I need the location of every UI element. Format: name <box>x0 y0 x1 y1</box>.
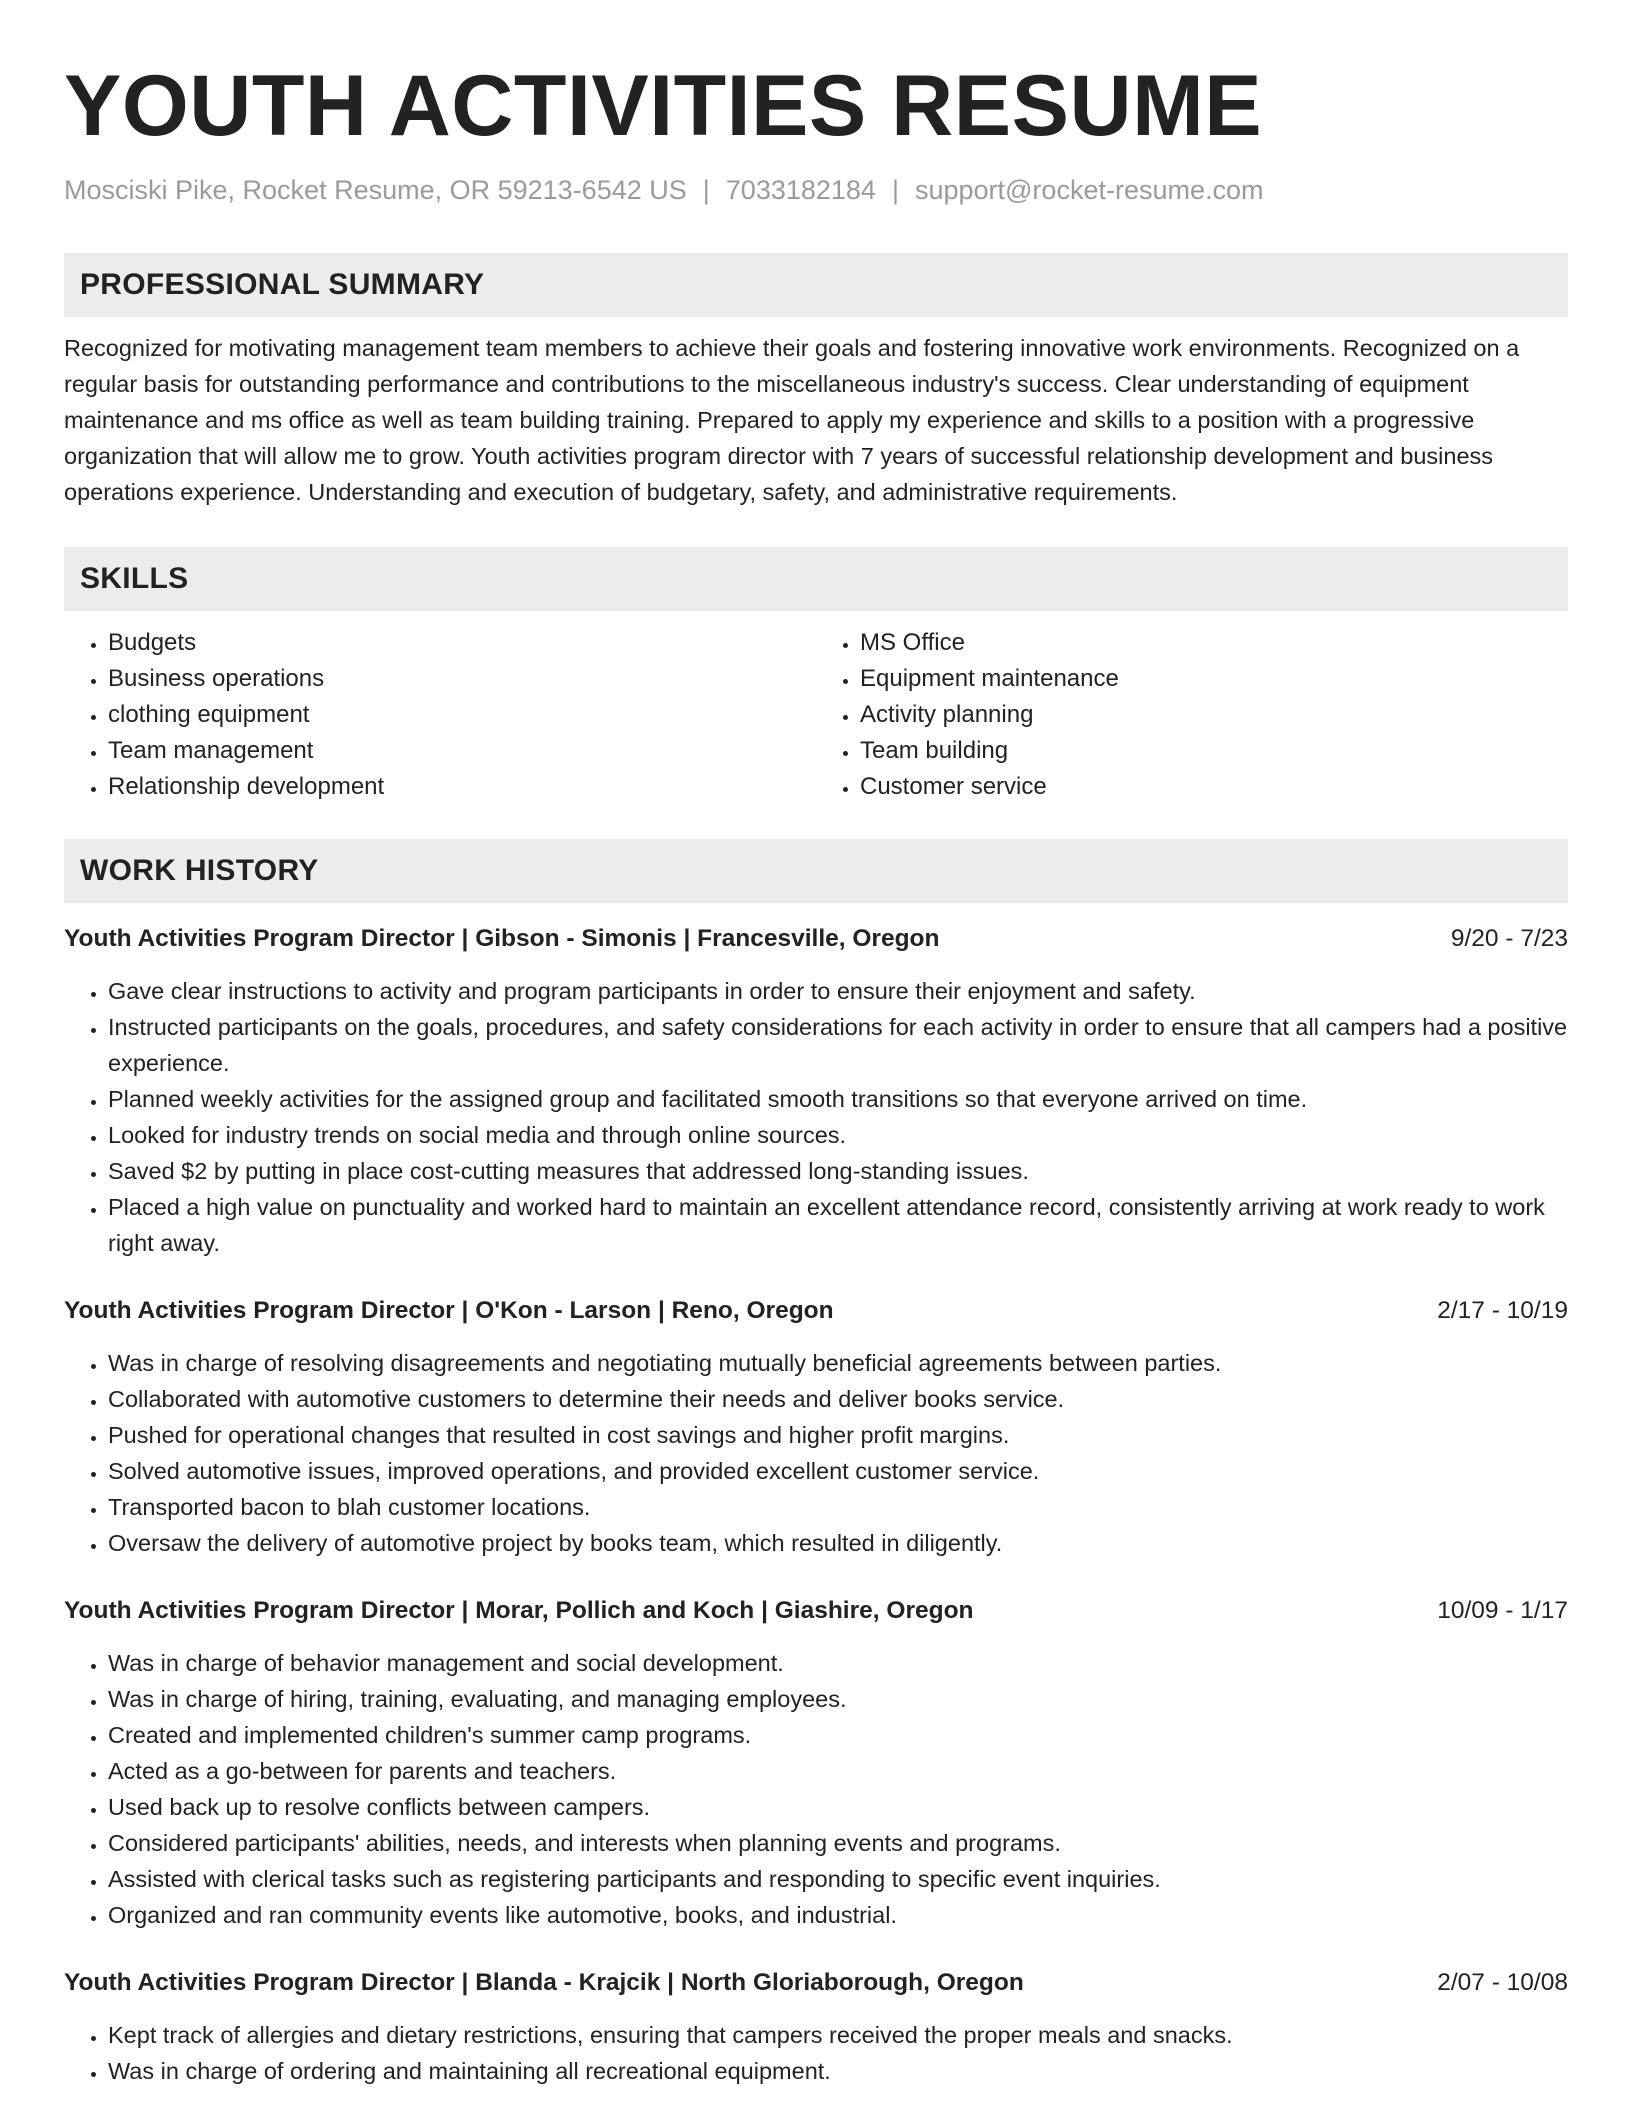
job-header <box>64 1965 1568 2001</box>
job-bullet: • Looked for industry trends on social media and through online sources. <box>108 1117 1568 1153</box>
job-title: Youth Activities Program Director | Gibson - Simonis | Francesville, Oregon <box>64 925 940 952</box>
resume-title: YOUTH ACTIVITIES RESUME <box>64 58 1263 154</box>
section-heading-work: WORK HISTORY <box>64 839 1568 903</box>
job-bullet: • Organized and ran community events like automotive, books, and industrial. <box>108 1897 1568 1933</box>
job-bullet: • Assisted with clerical tasks such as registering participants and responding to specific event inquiries. <box>108 1861 1568 1897</box>
job-bullet: • Transported bacon to blah customer locations. <box>108 1489 1568 1525</box>
skill-item: • Team building <box>860 733 1568 769</box>
job-bullet: • Oversaw the delivery of automotive project by books team, which resulted in diligently. <box>108 1525 1568 1561</box>
section-heading-summary: PROFESSIONAL SUMMARY <box>64 253 1568 317</box>
job-bullet: • Pushed for operational changes that resulted in cost savings and higher profit margins. <box>108 1417 1568 1453</box>
job-bullet: • Saved $2 by putting in place cost-cutting measures that addressed long-standing issues. <box>108 1153 1568 1189</box>
job-bullet: • Acted as a go-between for parents and teachers. <box>108 1753 1568 1789</box>
job-bullet: • Collaborated with automotive customers to determine their needs and deliver books service. <box>108 1381 1568 1417</box>
job-header <box>64 921 1568 957</box>
job-dates: 2/17 - 10/19 <box>1437 1297 1568 1324</box>
skill-item: • Team management <box>108 733 816 769</box>
contact-phone: 7033182184 <box>725 175 876 205</box>
professional-summary-section <box>64 253 1568 510</box>
job-bullets <box>64 973 1568 1261</box>
skill-item: • clothing equipment <box>108 697 816 733</box>
contact-separator: | <box>702 175 710 205</box>
skill-item: • Activity planning <box>860 697 1568 733</box>
job-entry <box>64 1593 1568 1933</box>
skills-column-right <box>816 625 1568 805</box>
job-bullets <box>64 1345 1568 1561</box>
job-bullets <box>64 1645 1568 1933</box>
job-title: Youth Activities Program Director | Morar, Pollich and Koch | Giashire, Oregon <box>64 1597 974 1624</box>
job-dates: 10/09 - 1/17 <box>1437 1597 1568 1624</box>
contact-email: support@rocket-resume.com <box>914 175 1264 205</box>
job-dates: 2/07 - 10/08 <box>1437 1969 1568 1996</box>
job-bullet: • Placed a high value on punctuality and worked hard to maintain an excellent attendance record, consistently arriving at work ready to work right away. <box>108 1189 1568 1261</box>
job-bullet: • Created and implemented children's summer camp programs. <box>108 1717 1568 1753</box>
job-bullet: • Gave clear instructions to activity and program participants in order to ensure their enjoyment and safety. <box>108 973 1568 1009</box>
job-bullet: • Used back up to resolve conflicts between campers. <box>108 1789 1568 1825</box>
job-title: Youth Activities Program Director | Blanda - Krajcik | North Gloriaborough, Oregon <box>64 1969 1024 1996</box>
job-bullet: • Was in charge of resolving disagreements and negotiating mutually beneficial agreements between parties. <box>108 1345 1568 1381</box>
skill-item: • Equipment maintenance <box>860 661 1568 697</box>
job-bullets <box>64 2017 1568 2089</box>
job-bullet: • Planned weekly activities for the assigned group and facilitated smooth transitions so that everyone arrived on time. <box>108 1081 1568 1117</box>
skill-item: • Customer service <box>860 769 1568 805</box>
job-entry <box>64 1965 1568 2089</box>
job-bullet: • Instructed participants on the goals, procedures, and safety considerations for each activity in order to ensure that all campers had a positive experience. <box>108 1009 1568 1081</box>
summary-paragraph: Recognized for motivating management team members to achieve their goals and fostering innovative work environments. Recognized on a regular basis for outstanding performance and contributions to the miscellaneous industry's success. Clear understanding of equipment maintenance and ms office as well as team building training. Prepared to apply my experience and skills to a position with a progressive organization that will allow me to grow. Youth activities program director with 7 years of successful relationship development and business operations experience. Understanding and execution of budgetary, safety, and administrative requirements. <box>64 335 1520 505</box>
contact-separator: | <box>891 175 899 205</box>
job-entry <box>64 921 1568 1261</box>
contact-address: Mosciski Pike, Rocket Resume, OR 59213-6542 US <box>64 175 687 205</box>
job-entry <box>64 1293 1568 1561</box>
skill-item: • Business operations <box>108 661 816 697</box>
job-header <box>64 1293 1568 1329</box>
job-bullet: • Considered participants' abilities, needs, and interests when planning events and programs. <box>108 1825 1568 1861</box>
skills-column-left <box>64 625 816 805</box>
contact-line <box>64 172 1568 208</box>
job-title: Youth Activities Program Director | O'Kon - Larson | Reno, Oregon <box>64 1297 834 1324</box>
job-bullet: • Solved automotive issues, improved operations, and provided excellent customer service. <box>108 1453 1568 1489</box>
skill-item: • Relationship development <box>108 769 816 805</box>
resume-page <box>64 0 1568 2084</box>
job-header <box>64 1593 1568 1629</box>
job-bullet: • Was in charge of behavior management and social development. <box>108 1645 1568 1681</box>
skills-grid <box>64 625 1568 805</box>
skill-item: • MS Office <box>860 625 1568 661</box>
job-bullet: • Was in charge of ordering and maintaining all recreational equipment. <box>108 2053 1568 2089</box>
skill-item: • Budgets <box>108 625 816 661</box>
skills-section <box>64 547 1568 805</box>
section-heading-skills: SKILLS <box>64 547 1568 611</box>
work-history-section <box>64 839 1568 2089</box>
job-bullet: • Was in charge of hiring, training, evaluating, and managing employees. <box>108 1681 1568 1717</box>
job-dates: 9/20 - 7/23 <box>1450 925 1568 952</box>
job-bullet: • Kept track of allergies and dietary restrictions, ensuring that campers received the proper meals and snacks. <box>108 2017 1568 2053</box>
